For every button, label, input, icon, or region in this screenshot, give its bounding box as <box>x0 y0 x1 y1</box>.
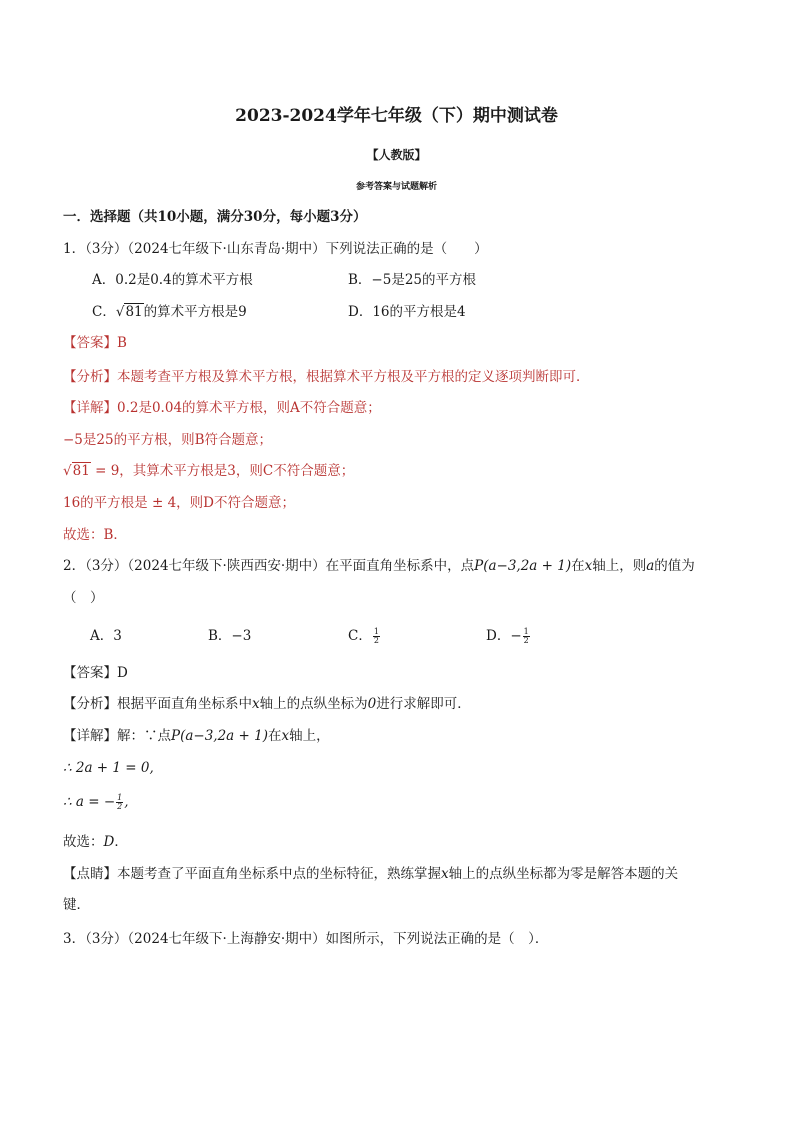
q2-step-2-suffix: , <box>124 794 129 810</box>
q1-option-c-radicand: 81 <box>125 304 143 320</box>
q2-stem-text-2: 在 <box>571 558 585 574</box>
fraction-numerator: 1 <box>117 793 123 802</box>
q2-detail-text-2: 在 <box>267 728 282 744</box>
q2-comment-x: x <box>441 866 449 882</box>
fraction-denominator: 2 <box>117 802 123 811</box>
q2-option-d <box>486 627 531 645</box>
q2-a-var: a <box>646 558 655 574</box>
q2-analysis-text-3: 进行求解即可． <box>376 696 471 712</box>
q2-option-c <box>348 627 381 645</box>
q2-detail-tag: 【详解】 <box>63 728 117 744</box>
q1-option-c-text: 的算术平方根是9 <box>143 304 247 320</box>
q2-comment-tag: 【点睛】 <box>63 866 117 882</box>
sqrt-symbol: √81 <box>115 304 143 320</box>
section-heading: 一．选择题（共10小题，满分30分，每小题3分） <box>63 209 367 225</box>
q2-stem-text-1: 2．（3分）（2024七年级下·陕西西安·期中）在平面直角坐标系中，点 <box>63 558 475 574</box>
q2-detail-text-3: 轴上， <box>289 728 330 744</box>
fraction-numerator: 1 <box>373 627 379 636</box>
q1-analysis-text: 本题考查平方根及算术平方根，根据算术平方根及平方根的定义逐项判断即可． <box>117 369 590 385</box>
edition-label: 【人教版】 <box>366 148 427 162</box>
q1-analysis <box>63 368 590 386</box>
q2-detail-point: P(a−3,2a + 1) <box>171 728 268 744</box>
subtitle: 参考答案与试题解析 <box>355 182 437 192</box>
q3-stem: 3．（3分）（2024七年级下·上海静安·期中）如图所示，下列说法正确的是（ ）． <box>63 931 549 947</box>
q2-analysis-x: x <box>252 696 260 712</box>
q2-answer <box>63 664 128 682</box>
q2-option-b: B．−3 <box>208 628 252 644</box>
q1-detail-radicand: 81 <box>72 463 90 479</box>
q2-analysis-text-2: 轴上的点纵坐标为 <box>259 696 368 712</box>
q2-step-2-prefix: ∴ a = − <box>63 794 116 810</box>
q2-stem <box>63 557 695 575</box>
q1-answer-value: B <box>117 335 127 351</box>
q2-comment-text-2: 轴上的点纵坐标都为零是解答本题的关 <box>448 866 679 882</box>
q1-detail-tag: 【详解】 <box>63 400 117 416</box>
q1-option-a: A．0.2是0.4的算术平方根 <box>92 272 253 288</box>
q2-conclusion-answer: D <box>103 834 115 850</box>
q2-conclusion-text: 故选： <box>63 834 104 850</box>
q2-conclusion-suffix: ． <box>114 834 128 850</box>
q2-x-var: x <box>584 558 593 574</box>
q2-step-1: ∴ 2a + 1 = 0, <box>63 760 154 776</box>
page-title: 2023-2024学年七年级（下）期中测试卷 <box>235 106 558 126</box>
q2-step-2 <box>63 793 129 811</box>
sqrt-symbol: √81 <box>63 463 90 479</box>
q2-detail <box>63 727 330 745</box>
q2-stem-paren: （ ） <box>63 590 104 606</box>
q2-option-d-prefix: D．− <box>486 628 522 644</box>
fraction-denominator: 2 <box>523 636 529 645</box>
q1-detail-line-3 <box>63 462 354 480</box>
q2-analysis-zero: 0 <box>367 696 377 712</box>
fraction-numerator: 1 <box>523 627 529 636</box>
q1-stem: 1．（3分）（2024七年级下·山东青岛·期中）下列说法正确的是（ ） <box>63 241 488 257</box>
q2-analysis <box>63 695 471 713</box>
q2-analysis-tag: 【分析】 <box>63 696 117 712</box>
q2-analysis-text-1: 根据平面直角坐标系中 <box>117 696 252 712</box>
q2-answer-value: D <box>117 665 128 681</box>
q2-conclusion <box>63 833 128 851</box>
q2-detail-x: x <box>281 728 290 744</box>
q2-comment-line-2: 键． <box>63 897 90 913</box>
q1-option-d: D．16的平方根是4 <box>348 304 466 320</box>
q1-detail-line-2: −5是25的平方根，则B符合题意； <box>63 432 272 448</box>
q2-stem-text-4: 的值为 <box>654 558 695 574</box>
q1-detail-line-1 <box>63 399 381 417</box>
q2-option-c-prefix: C． <box>348 628 372 644</box>
fraction <box>523 628 530 645</box>
q2-comment <box>63 865 678 883</box>
q1-analysis-tag: 【分析】 <box>63 369 117 385</box>
q1-option-c <box>92 303 247 321</box>
q2-detail-text-1: 解：∵点 <box>117 728 171 744</box>
q2-option-a: A．3 <box>90 628 122 644</box>
q1-conclusion: 故选：B． <box>63 527 127 543</box>
fraction <box>373 628 380 645</box>
q1-detail-text-3: = 9，其算术平方根是3，则C不符合题意； <box>90 463 355 479</box>
q1-answer <box>63 334 127 352</box>
fraction-denominator: 2 <box>373 636 379 645</box>
q1-answer-tag: 【答案】 <box>63 335 117 351</box>
fraction <box>116 794 123 811</box>
q2-answer-tag: 【答案】 <box>63 665 117 681</box>
q2-stem-text-3: 轴上，则 <box>592 558 647 574</box>
q1-detail-text-1: 0.2是0.04的算术平方根，则A不符合题意； <box>117 400 381 416</box>
q2-comment-text-1: 本题考查了平面直角坐标系中点的坐标特征，熟练掌握 <box>117 866 441 882</box>
q1-option-c-prefix: C． <box>92 304 116 320</box>
q1-detail-line-4: 16的平方根是 ± 4，则D不符合题意； <box>63 495 295 511</box>
q2-point: P(a−3,2a + 1) <box>474 558 572 574</box>
q1-option-b: B．−5是25的平方根 <box>348 272 476 288</box>
